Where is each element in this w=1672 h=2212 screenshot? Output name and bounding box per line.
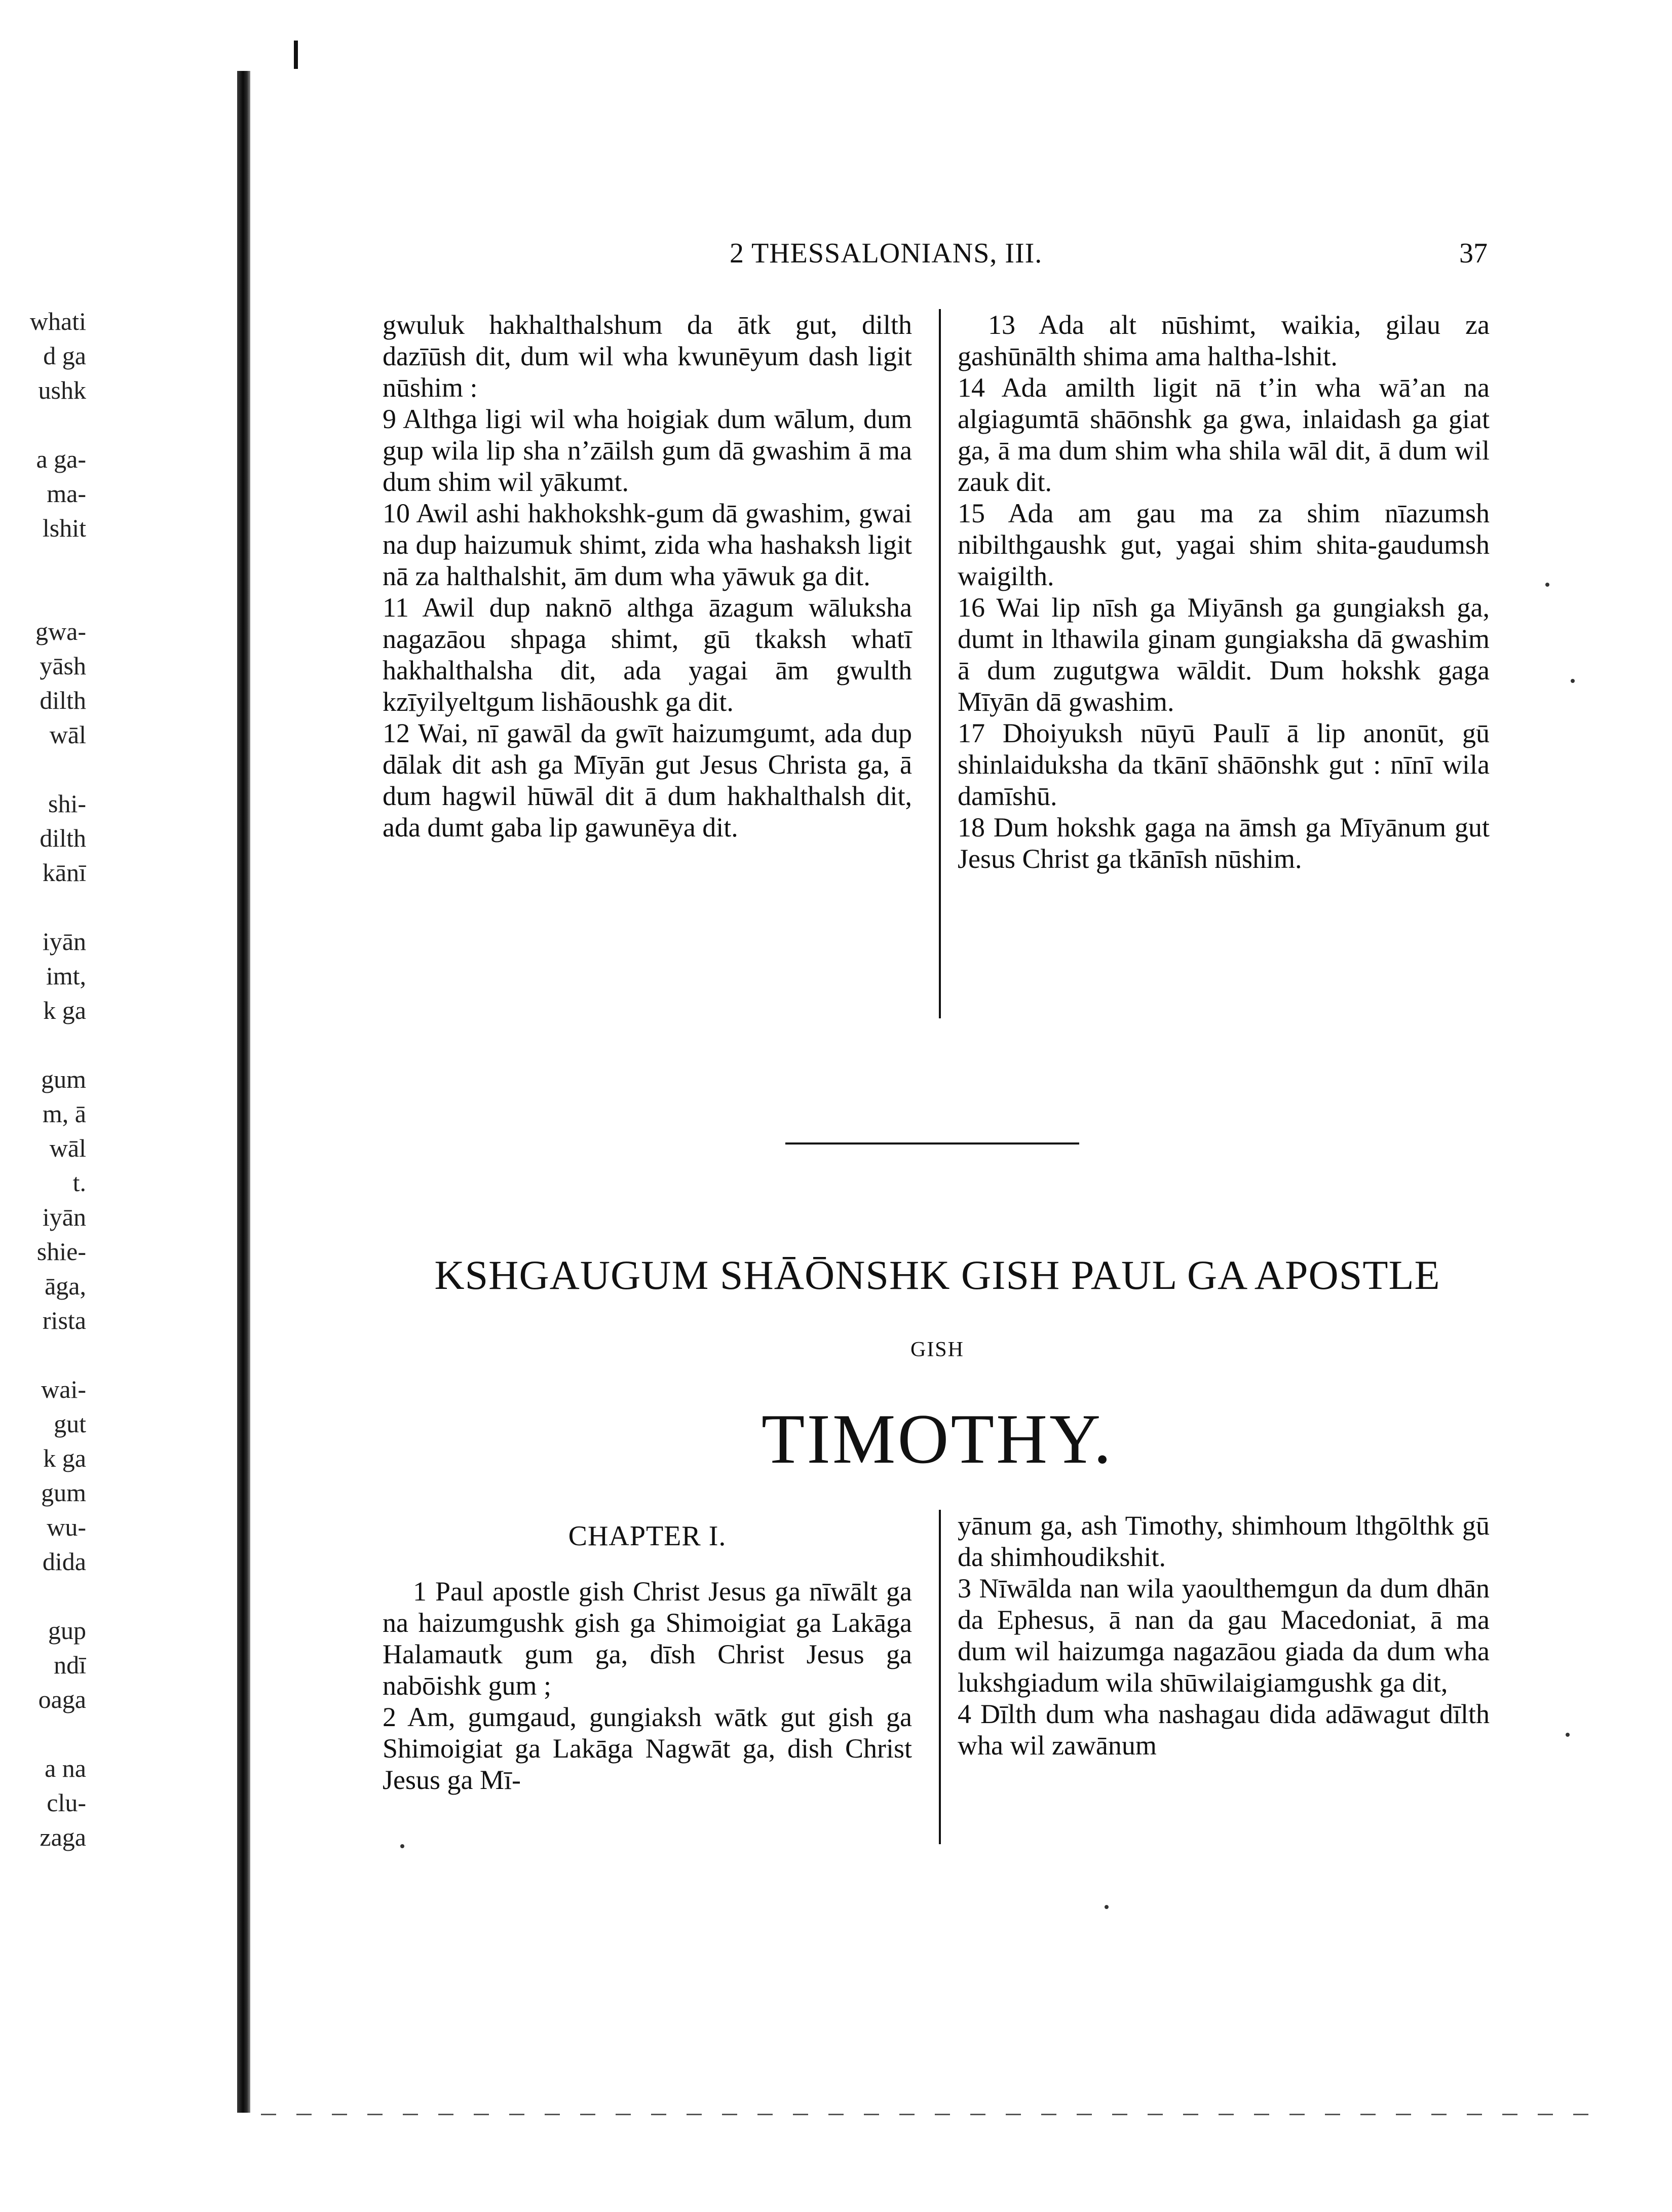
bleed-line xyxy=(0,1338,86,1372)
bleed-line: wāl xyxy=(49,1134,86,1162)
column-divider xyxy=(939,1510,941,1844)
chapter-heading: CHAPTER I. xyxy=(568,1520,727,1552)
bleed-line: dilth xyxy=(40,824,86,852)
running-title: 2 THESSALONIANS, III. xyxy=(730,238,1043,269)
bleed-line: gum xyxy=(41,1478,86,1507)
bleed-line: zaga xyxy=(40,1823,86,1851)
bleed-line: imt, xyxy=(46,962,86,990)
upper-right-column xyxy=(958,309,1490,874)
bleed-line: whati xyxy=(29,307,86,335)
bleed-line: oaga xyxy=(38,1685,86,1713)
bleed-line xyxy=(0,890,86,924)
bleed-line: ndī xyxy=(54,1651,86,1679)
verse-paragraph: 1 Paul apostle gish Christ Jesus ga nīwālt ga na haizumgushk gish ga Shimoigiat ga Lakāga Halamautk gum ga, dīsh Christ Jesus ga nabōishk gum ; xyxy=(383,1576,912,1701)
bleed-line: wai- xyxy=(41,1375,86,1403)
bleed-line: a na xyxy=(45,1754,86,1782)
verse-paragraph: 4 Dīlth dum wha nashagau dida adāwagut dīlth wha wil zawānum xyxy=(958,1699,1490,1761)
book-title-connector: GISH xyxy=(910,1338,964,1361)
page-bottom-edge xyxy=(261,2114,1599,2115)
verse-paragraph: 14 Ada amilth ligit nā t’in wha wā’an na algiagumtā shāōnshk ga gwa, inlaidash ga giat ga, ā ma dum shim wha shila wāl dit, ā dum wil zauk dit. xyxy=(958,372,1490,497)
bleed-line: t. xyxy=(72,1168,86,1197)
bleed-line: wāl xyxy=(49,720,86,749)
bleed-line: clu- xyxy=(47,1788,86,1817)
bleed-line: gum xyxy=(41,1065,86,1093)
bleed-line: d ga xyxy=(43,341,86,370)
bleed-line xyxy=(0,407,86,442)
bleed-line xyxy=(0,1717,86,1751)
scan-speck xyxy=(1105,1905,1109,1909)
bleed-line xyxy=(0,752,86,786)
bleed-line: shie- xyxy=(36,1237,86,1266)
column-divider xyxy=(939,309,941,1018)
bleed-line: yāsh xyxy=(40,652,86,680)
bleed-line: gut xyxy=(54,1409,86,1438)
bleed-line: shi- xyxy=(48,789,86,818)
bleed-line: dilth xyxy=(40,686,86,714)
scan-speck xyxy=(1566,1733,1570,1737)
lower-left-column xyxy=(383,1576,912,1796)
bleed-line xyxy=(0,1027,86,1062)
section-rule xyxy=(785,1142,1079,1145)
verse-paragraph: gwuluk hakhalthalshum da ātk gut, dilth dazīūsh dit, dum wil wha kwunēyum dash ligit nūshim : xyxy=(383,310,912,403)
verse-paragraph: 15 Ada am gau ma za shim nīazumsh nibilthgaushk gut, yagai shim shita-gaudumsh waigilth. xyxy=(958,498,1490,591)
bleed-line: gup xyxy=(48,1616,86,1645)
bleed-line: a ga- xyxy=(36,445,86,473)
scan-speck xyxy=(1545,583,1549,587)
bleed-line xyxy=(0,580,86,614)
bleed-line: rista xyxy=(42,1306,86,1334)
bleed-line: lshit xyxy=(42,514,86,542)
verse-paragraph: 3 Nīwālda nan wila yaoulthemgun da dum dhān da Ephesus, ā nan da gau Macedoniat, ā ma dum wil haizumga nagazāou giada da dum wha lukshgiadum wila shūwilaigiamgushk ga dit, xyxy=(958,1573,1490,1698)
bleed-line: k ga xyxy=(43,996,86,1024)
facing-page-bleed xyxy=(0,304,86,1854)
bleed-line: dida xyxy=(42,1547,86,1576)
verse-paragraph: 18 Dum hokshk gaga na āmsh ga Mīyānum gut Jesus Christ ga tkānīsh nūshim. xyxy=(958,812,1490,874)
scan-mark xyxy=(294,41,298,69)
verse-paragraph: 17 Dhoiyuksh nūyū Paulī ā lip anonūt, gū shinlaiduksha da tkānī shāōnshk gut : nīnī wila damīshū. xyxy=(958,718,1490,811)
book-title: KSHGAUGUM SHĀŌNSHK GISH PAUL GA APOSTLE xyxy=(434,1252,1440,1298)
bleed-line: k ga xyxy=(43,1444,86,1472)
bleed-line xyxy=(0,1579,86,1613)
verse-paragraph: 10 Awil ashi hakhokshk-gum dā gwashim, gwai na dup haizumuk shimt, zida wha hashaksh ligit nā za halthalshit, ām dum wha yāwuk ga dit. xyxy=(383,498,912,591)
verse-paragraph: 16 Wai lip nīsh ga Miyānsh ga gungiaksh ga, dumt in lthawila ginam gungiaksha dā gwashim ā dum zugutgwa wāldit. Dum hokshk gaga Mīyān dā gwashim. xyxy=(958,592,1490,717)
bleed-line: wu- xyxy=(47,1513,86,1541)
bleed-line: iyān xyxy=(42,927,86,956)
scan-speck xyxy=(1571,679,1575,683)
bleed-line xyxy=(0,545,86,580)
bleed-line: gwa- xyxy=(35,617,86,645)
upper-left-column xyxy=(383,309,912,843)
verse-paragraph: 9 Althga ligi wil wha hoigiak dum wālum, dum gup wila lip sha n’zāilsh gum dā gwashim ā ma dum shim wil yākumt. xyxy=(383,404,912,497)
bleed-line: ma- xyxy=(47,479,86,508)
verse-paragraph: 12 Wai, nī gawāl da gwīt haizumgumt, ada dup dālak dit ash ga Mīyān gut Jesus Christa ga, ā dum hagwil hūwāl dit ā dum hakhalthalsh dit, ada dumt gaba lip gawunēya dit. xyxy=(383,718,912,843)
binding-edge xyxy=(237,71,250,2113)
lower-right-column xyxy=(958,1510,1490,1761)
bleed-line: ushk xyxy=(38,376,86,404)
page-number: 37 xyxy=(1459,238,1488,269)
bleed-line: āga, xyxy=(45,1272,86,1300)
bleed-line: kānī xyxy=(42,858,86,887)
bleed-line: iyān xyxy=(42,1203,86,1231)
bleed-line: m, ā xyxy=(42,1099,86,1128)
scan-speck xyxy=(400,1844,404,1848)
book-name-heading: TIMOTHY. xyxy=(761,1400,1114,1478)
verse-paragraph: yānum ga, ash Timothy, shimhoum lthgōlthk gū da shimhoudikshit. xyxy=(958,1510,1490,1572)
verse-paragraph: 13 Ada alt nūshimt, waikia, gilau za gashūnālth shima ama haltha-lshit. xyxy=(958,310,1490,371)
verse-paragraph: 2 Am, gumgaud, gungiaksh wātk gut gish ga Shimoigiat ga Lakāga Nagwāt ga, dish Christ Jesus ga Mī- xyxy=(383,1702,912,1795)
verse-paragraph: 11 Awil dup naknō althga āzagum wāluksha nagazāou shpaga shimt, gū tkaksh whatī hakhalthalsha dit, ada yagai ām gwulth kzīyilyeltgum lishāoushk ga dit. xyxy=(383,592,912,717)
